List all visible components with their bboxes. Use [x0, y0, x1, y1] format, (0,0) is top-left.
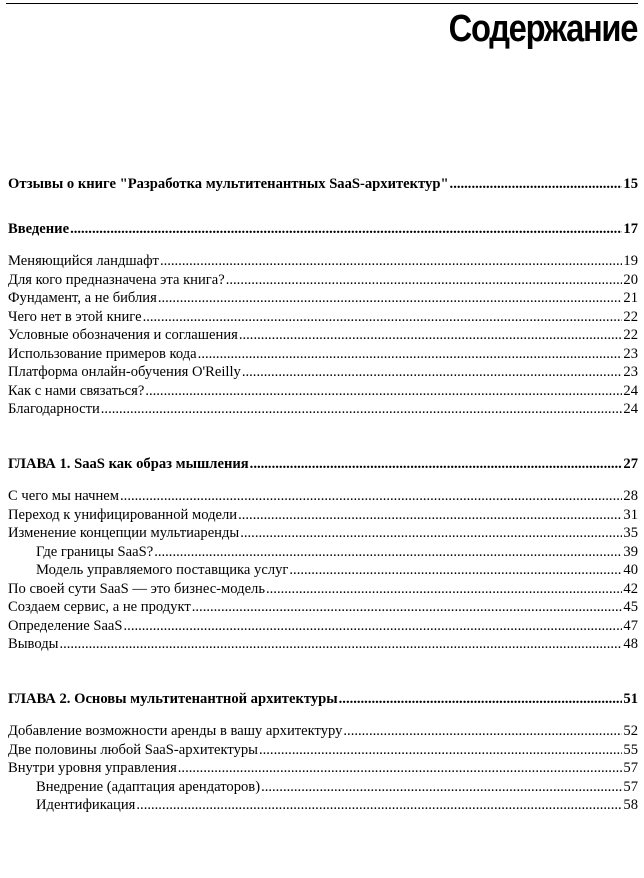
toc-entry-page: 27	[623, 455, 638, 472]
toc-subentry[interactable]	[8, 778, 638, 797]
toc-entry-page: 23	[623, 364, 638, 380]
toc-entry-label: Платформа онлайн-обучения O'Reilly	[8, 364, 241, 380]
toc-entry-page: 57	[623, 760, 638, 776]
toc-entry[interactable]	[8, 382, 638, 401]
toc-entry-label: Отзывы о книге "Разработка мультитенантных SaaS-архитектур"	[8, 176, 449, 192]
dot-leader	[339, 690, 623, 709]
toc-entry-page: 22	[623, 327, 638, 343]
toc-entry-label: Выводы	[8, 636, 59, 652]
toc-entry-chapter-2[interactable]	[8, 690, 638, 709]
toc-entry-page: 40	[623, 562, 638, 578]
dot-leader	[124, 617, 623, 636]
toc-entry-label: Модель управляемого поставщика услуг	[36, 562, 289, 578]
toc-entry[interactable]	[8, 252, 638, 271]
toc-entry-label: Добавление возможности аренды в вашу архитектуру	[8, 723, 343, 739]
dot-leader	[226, 271, 623, 290]
toc-entry[interactable]	[8, 617, 638, 636]
toc-entry-label: Переход к унифицированной модели	[8, 506, 238, 523]
toc-entry-label: Для кого предназначена эта книга?	[8, 271, 225, 288]
toc-entry-page: 21	[623, 290, 638, 306]
toc-entry-page: 48	[623, 636, 638, 652]
toc-entry-page: 24	[623, 382, 638, 399]
toc-entry-label: Изменение концепции мультиаренды	[8, 525, 240, 541]
dot-leader	[198, 345, 623, 364]
toc-entry-page: 57	[623, 778, 638, 795]
toc-entry-label: Создаем сервис, а не продукт	[8, 599, 191, 615]
toc-entry[interactable]	[8, 289, 638, 308]
toc-entry-label: Определение SaaS	[8, 617, 123, 634]
toc-entry-page: 47	[623, 617, 638, 634]
dot-leader	[343, 722, 622, 741]
dot-leader	[178, 759, 623, 778]
toc-subentry[interactable]	[8, 796, 638, 815]
dot-leader	[239, 326, 623, 345]
toc-entry-page: 17	[623, 220, 638, 237]
toc-entry-label: ГЛАВА 1. SaaS как образ мышления	[8, 455, 249, 472]
toc-entry[interactable]	[8, 363, 638, 382]
toc-entry-page: 28	[623, 488, 638, 504]
dot-leader	[154, 543, 622, 562]
toc-entry-label: Идентификация	[36, 797, 136, 813]
toc-entry-label: Как с нами связаться?	[8, 382, 145, 399]
toc-entry-label: Меняющийся ландшафт	[8, 253, 159, 269]
toc-entry-label: Условные обозначения и соглашения	[8, 327, 238, 343]
dot-leader	[101, 400, 623, 419]
toc-entry[interactable]	[8, 506, 638, 525]
toc-entry-page: 20	[623, 271, 638, 288]
toc-entry[interactable]	[8, 271, 638, 290]
toc-entry-page: 58	[623, 797, 638, 813]
dot-leader	[192, 598, 623, 617]
toc-entry-page: 31	[623, 506, 638, 523]
toc-entry[interactable]	[8, 580, 638, 599]
dot-leader	[261, 778, 622, 797]
dot-leader	[250, 455, 623, 474]
toc-entry-label: Фундамент, а не библия	[8, 290, 157, 306]
toc-entry-page: 15	[623, 176, 638, 192]
toc-entry[interactable]	[8, 308, 638, 327]
dot-leader	[289, 561, 622, 580]
toc-entry-label: Где границы SaaS?	[36, 543, 154, 560]
toc-entry[interactable]	[8, 741, 638, 760]
dot-leader	[242, 363, 623, 382]
toc-entry-page: 45	[623, 599, 638, 615]
toc-entry-intro[interactable]	[8, 220, 638, 239]
toc-entry-page: 22	[623, 308, 638, 325]
toc-entry-label: Чего нет в этой книге	[8, 308, 142, 325]
toc-entry[interactable]	[8, 400, 638, 419]
toc-entry[interactable]	[8, 345, 638, 364]
dot-leader	[450, 175, 623, 194]
dot-leader	[160, 252, 622, 271]
toc-entry[interactable]	[8, 635, 638, 654]
toc-entry[interactable]	[8, 524, 638, 543]
toc-entry-page: 35	[623, 525, 638, 541]
toc-entry-label: Введение	[8, 220, 70, 237]
toc-entry-label: Две половины любой SaaS-архитектуры	[8, 741, 258, 758]
toc-subentry[interactable]	[8, 543, 638, 562]
toc-entry-page: 24	[623, 401, 638, 417]
toc-entry-page: 52	[623, 723, 638, 739]
dot-leader	[238, 506, 622, 525]
toc-entry-page: 23	[623, 345, 638, 362]
toc-entry[interactable]	[8, 598, 638, 617]
toc-entry-label: Внутри уровня управления	[8, 760, 177, 776]
toc-entry-reviews[interactable]	[8, 175, 638, 194]
toc-entry-page: 51	[623, 690, 638, 707]
top-rule	[6, 3, 638, 4]
toc-subentry[interactable]	[8, 561, 638, 580]
dot-leader	[143, 308, 623, 327]
dot-leader	[145, 382, 622, 401]
toc-entry-page: 19	[623, 253, 638, 269]
dot-leader	[259, 741, 622, 760]
toc-entry-label: Благодарности	[8, 401, 100, 417]
toc-entry-page: 55	[623, 741, 638, 758]
toc-entry-label: Использование примеров кода	[8, 345, 197, 362]
toc-entry[interactable]	[8, 722, 638, 741]
toc-entry[interactable]	[8, 326, 638, 345]
toc-entry[interactable]	[8, 487, 638, 506]
toc-entry-label: ГЛАВА 2. Основы мультитенантной архитектуры	[8, 690, 338, 707]
page-title: Содержание	[448, 8, 637, 50]
toc-entry[interactable]	[8, 759, 638, 778]
toc-entry-chapter-1[interactable]	[8, 455, 638, 474]
dot-leader	[120, 487, 622, 506]
dot-leader	[240, 524, 622, 543]
dot-leader	[70, 220, 622, 239]
toc-entry-label: С чего мы начнем	[8, 488, 120, 504]
dot-leader	[266, 580, 622, 599]
table-of-contents	[8, 175, 638, 815]
dot-leader	[158, 289, 623, 308]
dot-leader	[59, 635, 622, 654]
toc-entry-label: Внедрение (адаптация арендаторов)	[36, 778, 261, 795]
dot-leader	[136, 796, 622, 815]
toc-entry-page: 39	[623, 543, 638, 560]
toc-entry-page: 42	[623, 580, 638, 597]
toc-entry-label: По своей сути SaaS — это бизнес-модель	[8, 580, 265, 597]
